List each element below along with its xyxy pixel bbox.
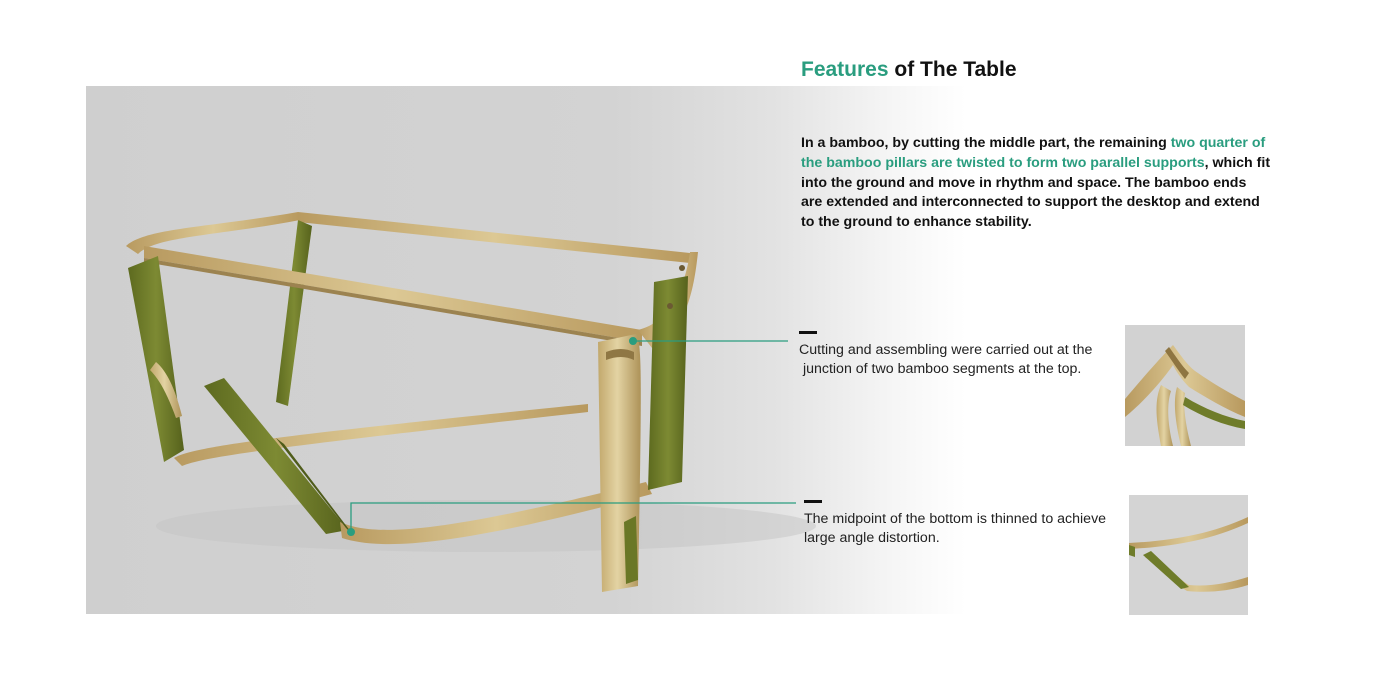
annotation-line: junction of two bamboo segments at the top. bbox=[799, 361, 1082, 377]
annotation-bottom-midpoint bbox=[804, 510, 1106, 548]
annotation-line: large angle distortion. bbox=[804, 530, 940, 546]
annotation-dash bbox=[799, 331, 817, 334]
description-before: In a bamboo, by cutting the middle part, the remaining bbox=[801, 135, 1171, 151]
page-title bbox=[801, 58, 1017, 82]
bottom-closeup-illustration bbox=[1129, 495, 1248, 615]
annotation-line: The midpoint of the bottom is thinned to achieve bbox=[804, 511, 1107, 527]
description-highlight: two quarter of the bamboo pillars are twisted to form two parallel supports bbox=[801, 135, 1266, 171]
description-after: , which fit into the ground and move in rhythm and space. The bamboo ends are extended and interconnected to support the desktop and extend to the ground to enhance stability. bbox=[801, 154, 1271, 231]
detail-image-bottom-midpoint bbox=[1129, 495, 1248, 615]
annotation-dash bbox=[804, 500, 822, 503]
feature-description bbox=[801, 134, 1271, 233]
title-highlight: Features bbox=[801, 58, 889, 81]
annotation-top-junction bbox=[799, 341, 1092, 379]
title-rest: of The Table bbox=[888, 58, 1017, 81]
annotation-line: Cutting and assembling were carried out at the bbox=[799, 342, 1093, 358]
detail-image-top-junction bbox=[1125, 325, 1245, 446]
junction-closeup-illustration bbox=[1125, 325, 1245, 446]
